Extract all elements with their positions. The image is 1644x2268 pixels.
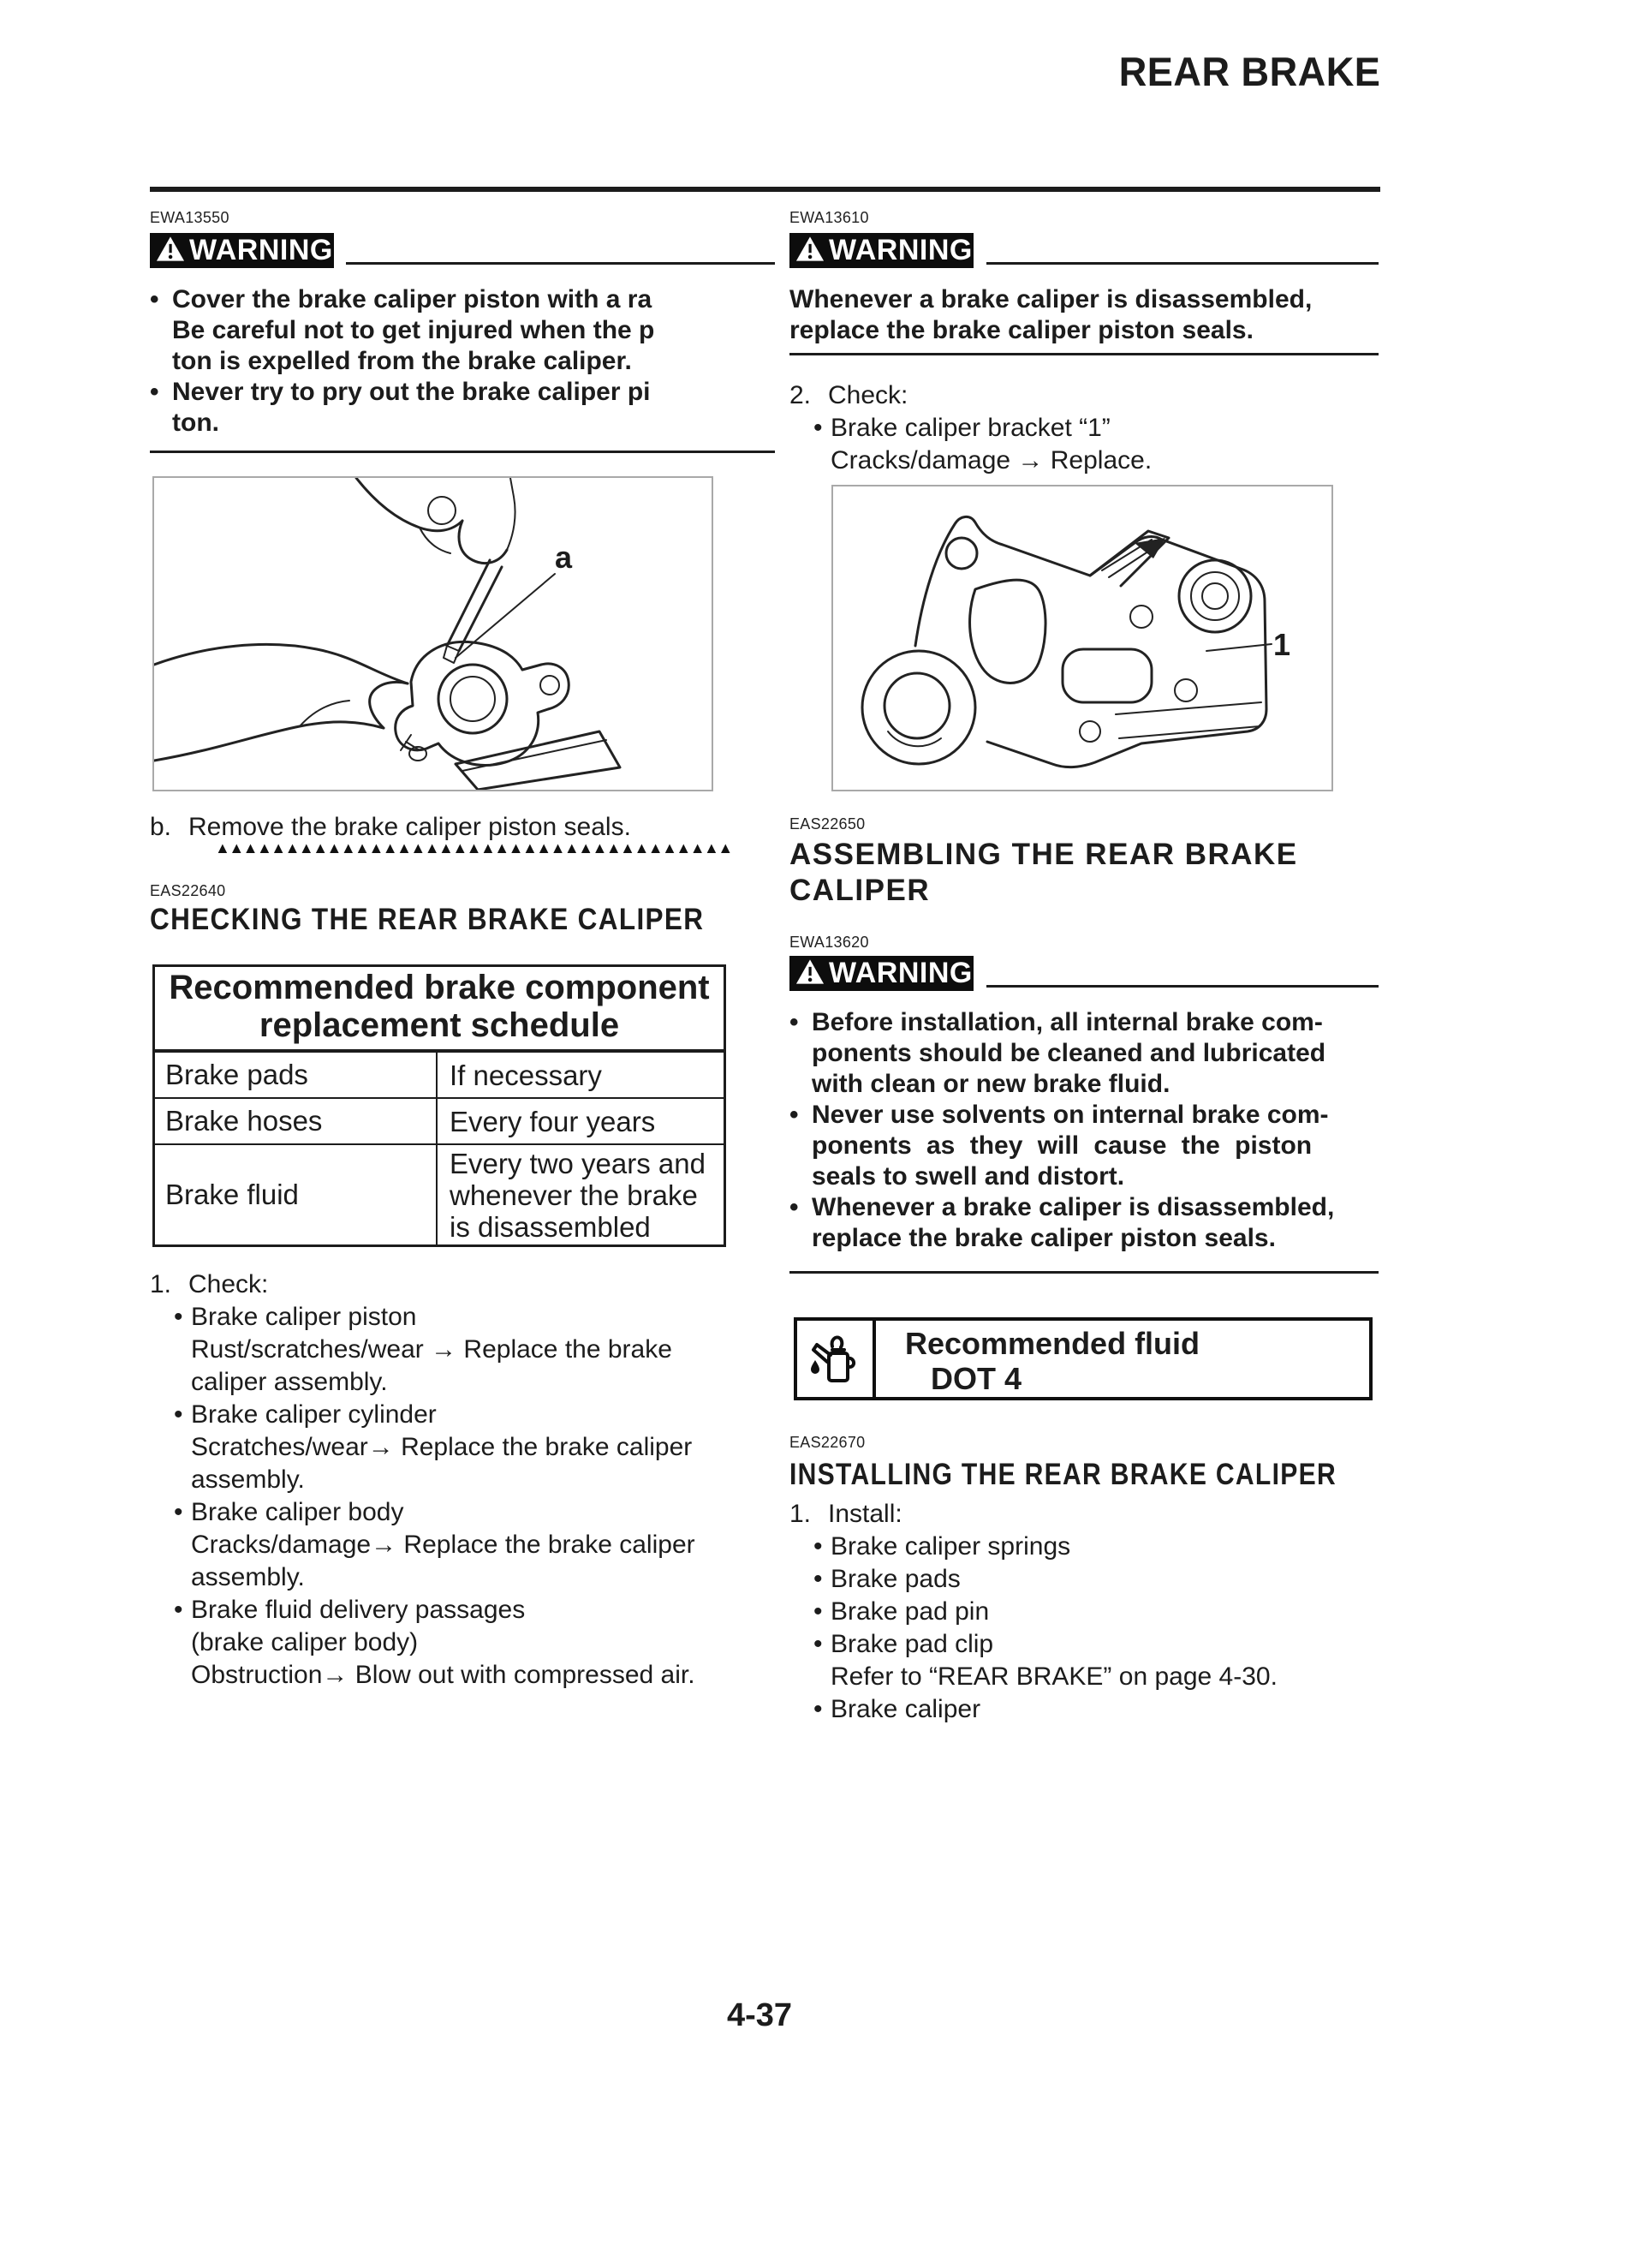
recommended-fluid-box bbox=[794, 1317, 1373, 1400]
warning-line: with clean or new brake fluid. bbox=[812, 1070, 1170, 1098]
table-header: Recommended brake component replacement schedule bbox=[155, 967, 724, 1051]
fluid-label: Recommended fluid bbox=[905, 1326, 1200, 1361]
warning-triangle-icon bbox=[156, 236, 185, 266]
fluid-value: DOT 4 bbox=[931, 1361, 1022, 1396]
table-row: Brake hoses Every four years bbox=[155, 1097, 724, 1143]
page-title: REAR BRAKE bbox=[1118, 49, 1380, 94]
figure-label-a: a bbox=[555, 540, 573, 575]
header-rule bbox=[150, 187, 1380, 192]
page-number: 4-37 bbox=[726, 1997, 793, 2033]
warning-line: Before installation, all internal brake com- bbox=[812, 1008, 1323, 1036]
manual-page: REAR BRAKE EWA13550 WARNING • Cover the brake caliper piston with a ra Be careful not to get injured when the p ton is expelled from the brake caliper. • Never try to pry out the brake caliper pi ton. a b. Remove the brake caliper piston seals. ▲▲▲▲▲▲▲▲▲▲▲▲▲▲▲▲▲▲▲▲▲▲▲▲▲▲▲▲▲▲▲▲▲▲▲▲▲ EAS22640 CHECKING THE REAR BRAKE CALIPER Recommended brake component replacement schedule Brake pads If necessary Brake hoses Every four years Brake fluid Every two years and whenever the brake is disassembled 1. Check: • Brake caliper piston Rust/scratches/wear → Replace the brake caliper assembly. • Brake caliper cylinder Scratches/wear→ Replace the brake caliper assembly. • Brake caliper body Cracks/damage→ Replace the brake caliper assembly. • Brake fluid delivery passages (brake caliper body) Obstruction→ Blow out with compressed air. EWA13610 WARNING Whenever a brake caliper is disassembled, replace the brake caliper piston seals. 2. Check: • Brake caliper bracket “1” Cracks/damage → Replace. 1 EAS22650 ASSEMBLING THE REAR BRAKE CALIPER EWA13620 WARNING • Before installation, all internal brake com- ponents should be cleaned and lubricated with clean or new brake fluid. • Never use solvents on internal brake com- ponents as they will cause the piston seals to swell and distort. • Whenever a brake caliper is disassembled, replace the brake caliper piston seals. Recommended fluid DOT 4 EAS22670 INSTALLING THE REAR BRAKE CALIPER 1. Install: • Brake caliper springs • Brake pads • Brake pad pin • Brake pad clip Refer to “REAR BRAKE” on page 4-30. • Brake caliper 4-37 bbox=[0, 0, 1644, 2268]
warning-badge bbox=[789, 956, 974, 991]
paragraph-code: EAS22640 bbox=[150, 882, 226, 899]
warning-line: Never try to pry out the brake caliper pi bbox=[172, 378, 651, 406]
section-heading-installing: INSTALLING THE REAR BRAKE CALIPER bbox=[789, 1458, 1337, 1491]
warning-badge bbox=[789, 233, 974, 268]
step-b-text: Remove the brake caliper piston seals. bbox=[188, 813, 631, 841]
warning-line: ton is expelled from the brake caliper. bbox=[172, 347, 632, 375]
warning-badge-label: WARNING bbox=[189, 234, 333, 266]
warning-line: Cover the brake caliper piston with a ra bbox=[172, 285, 652, 313]
warning-triangle-icon bbox=[795, 958, 825, 989]
warning-badge-label: WARNING bbox=[829, 234, 973, 266]
figure-caliper-bracket bbox=[831, 485, 1333, 791]
table-row: Brake pads If necessary bbox=[155, 1051, 724, 1097]
warning-triangle-icon bbox=[795, 236, 825, 266]
replacement-schedule-table bbox=[152, 964, 726, 1247]
section-end-triangles: ▲▲▲▲▲▲▲▲▲▲▲▲▲▲▲▲▲▲▲▲▲▲▲▲▲▲▲▲▲▲▲▲▲▲▲▲▲ bbox=[215, 839, 732, 856]
warning-line: ponents as they will cause the piston bbox=[812, 1131, 1313, 1160]
paragraph-code: EWA13610 bbox=[789, 209, 869, 226]
oil-can-icon bbox=[797, 1321, 876, 1397]
warning-end-rule bbox=[789, 353, 1379, 355]
warning-text-block: • Before installation, all internal brake com- ponents should be cleaned and lubricated with clean or new brake fluid. • Never use solvents on internal brake com- ponents as they will cause the piston seals to swell and distort. • Whenever a brake caliper is disassembled, replace the brake caliper piston seals. bbox=[789, 1007, 1380, 1254]
warning-rule bbox=[986, 985, 1379, 988]
warning-text-block: • Cover the brake caliper piston with a ra Be careful not to get injured when the p ton is expelled from the brake caliper. • Never try to pry out the brake caliper pi ton. bbox=[150, 284, 775, 439]
warning-line: seals to swell and distort. bbox=[812, 1162, 1125, 1191]
bracket-illustration bbox=[833, 486, 1331, 790]
warning-badge-label: WARNING bbox=[829, 957, 973, 989]
warning-rule bbox=[346, 262, 775, 265]
warning-line: replace the brake caliper piston seals. bbox=[789, 316, 1254, 344]
table-row: Brake fluid Every two years and whenever the brake is disassembled bbox=[155, 1143, 724, 1244]
section-heading-checking: CHECKING THE REAR BRAKE CALIPER bbox=[150, 903, 705, 936]
warning-line: Never use solvents on internal brake com- bbox=[812, 1101, 1329, 1129]
warning-rule bbox=[986, 262, 1379, 265]
figure-label-1: 1 bbox=[1273, 627, 1291, 662]
section-heading-assembling-line2: CALIPER bbox=[789, 874, 931, 907]
paragraph-code: EWA13550 bbox=[150, 209, 229, 226]
warning-line: ponents should be cleaned and lubricated bbox=[812, 1039, 1326, 1067]
caliper-illustration bbox=[154, 478, 712, 790]
warning-line: replace the brake caliper piston seals. bbox=[812, 1224, 1276, 1252]
warning-line: ton. bbox=[172, 409, 219, 437]
section-heading-assembling: ASSEMBLING THE REAR BRAKE bbox=[789, 838, 1298, 871]
warning-text-block bbox=[789, 284, 1380, 346]
warning-badge bbox=[150, 233, 334, 268]
warning-end-rule bbox=[789, 1271, 1379, 1274]
warning-line: Be careful not to get injured when the p bbox=[172, 316, 655, 344]
paragraph-code: EAS22650 bbox=[789, 815, 866, 833]
paragraph-code: EAS22670 bbox=[789, 1434, 866, 1451]
paragraph-code: EWA13620 bbox=[789, 934, 869, 951]
warning-line: Whenever a brake caliper is disassembled, bbox=[812, 1193, 1335, 1221]
figure-caliper-seal-removal bbox=[152, 476, 713, 791]
warning-end-rule bbox=[150, 451, 775, 453]
warning-line: Whenever a brake caliper is disassembled, bbox=[789, 285, 1313, 313]
